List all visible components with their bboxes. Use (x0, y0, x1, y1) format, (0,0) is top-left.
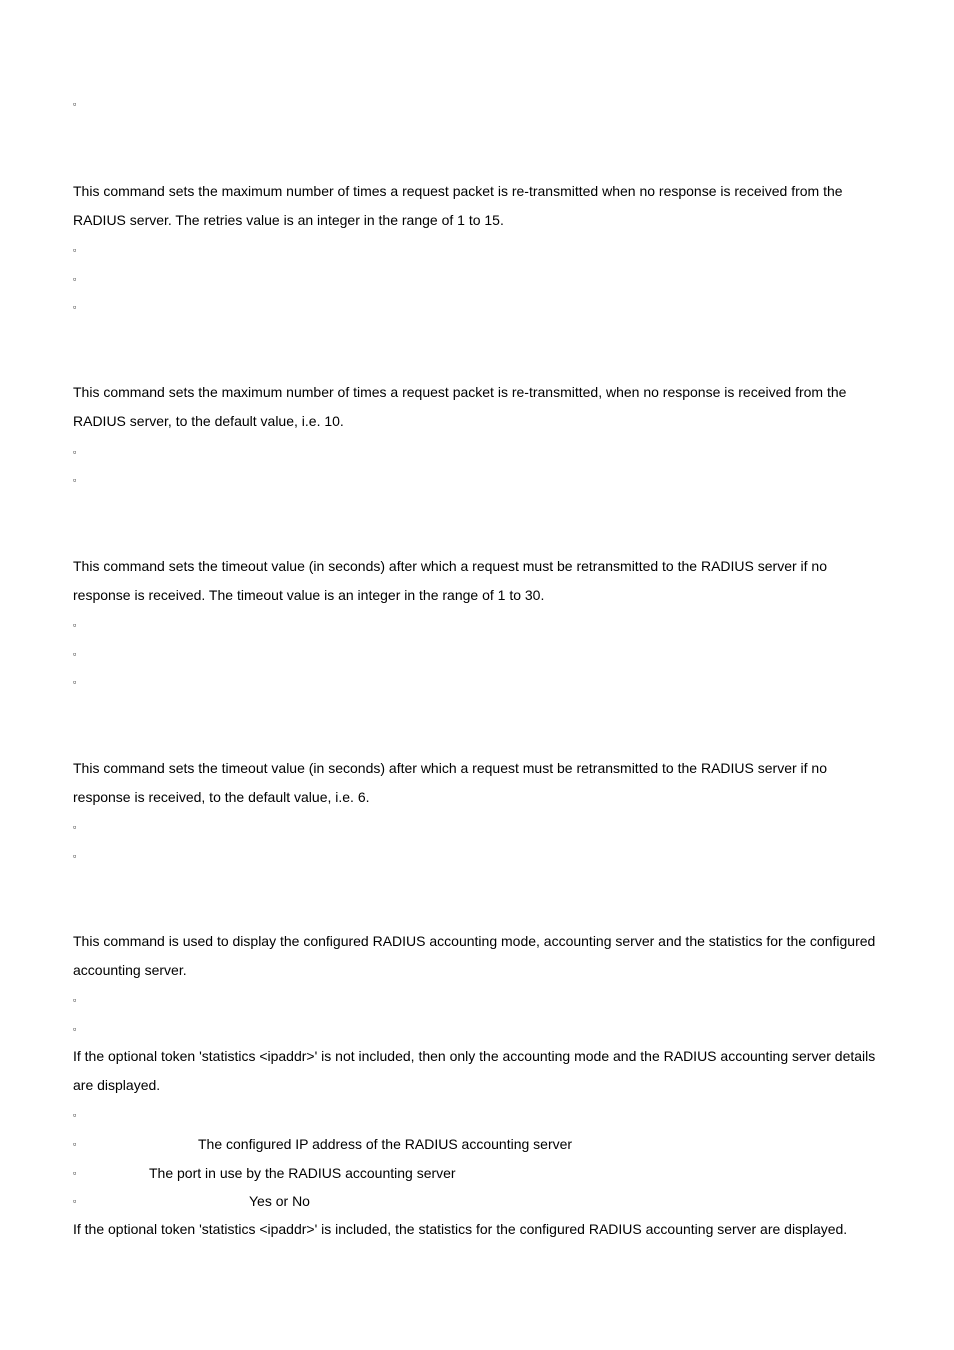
output-field-port (73, 1163, 878, 1183)
list-item (73, 1019, 878, 1039)
output-field-ip-address (73, 1134, 878, 1154)
bullet-icon: ▫ (73, 1196, 77, 1206)
list-item (73, 1105, 878, 1125)
retries-description: This command sets the maximum number of times a request packet is re-transmitted when no response is received from the RADIUS server. The retries value is an integer in the range of 1 to 15. (73, 183, 843, 228)
bullet-icon: ▫ (73, 822, 77, 832)
statistics-not-included-note: If the optional token 'statistics <ipaddr>' is not included, then only the accounting mode and the RADIUS accounting server details are displayed. (73, 1048, 876, 1093)
bullet-icon: ▫ (73, 475, 77, 485)
bullet-icon: ▫ (73, 1139, 77, 1149)
statistics-included-note: If the optional token 'statistics <ipaddr>' is included, the statistics for the configured RADIUS accounting server are displayed. (73, 1221, 848, 1237)
bullet-icon: ▫ (73, 302, 77, 312)
list-item (73, 990, 878, 1010)
bullet-icon: ▫ (73, 1110, 77, 1120)
bullet-icon: ▫ (73, 99, 77, 109)
bullet-icon: ▫ (73, 851, 77, 861)
list-item (73, 817, 878, 837)
bullet-icon: ▫ (73, 447, 77, 457)
bullet-icon: ▫ (73, 1024, 77, 1034)
list-item (73, 644, 878, 664)
bullet-icon: ▫ (73, 649, 77, 659)
timeout-description: This command sets the timeout value (in seconds) after which a request must be retransmitted to the RADIUS server if no response is received. The timeout value is an integer in the range of 1 to 30. (73, 558, 827, 603)
show-accounting-description: This command is used to display the configured RADIUS accounting mode, accounting server and the statistics for the configured accounting server. (73, 933, 876, 978)
no-timeout-description: This command sets the timeout value (in seconds) after which a request must be retransmitted to the RADIUS server if no response is received, to the default value, i.e. 6. (73, 760, 827, 805)
list-item (73, 269, 878, 289)
list-item (73, 94, 878, 114)
output-field-yes-no (73, 1191, 878, 1211)
list-item (73, 442, 878, 462)
bullet-icon: ▫ (73, 677, 77, 687)
list-item (73, 672, 878, 692)
list-item (73, 297, 878, 317)
list-item (73, 615, 878, 635)
list-item (73, 846, 878, 866)
bullet-icon: ▫ (73, 620, 77, 630)
list-item (73, 470, 878, 490)
port-description: The port in use by the RADIUS accounting server (149, 1165, 456, 1181)
list-item (73, 240, 878, 260)
bullet-icon: ▫ (73, 995, 77, 1005)
ip-address-description: The configured IP address of the RADIUS accounting server (198, 1136, 573, 1152)
bullet-icon: ▫ (73, 245, 77, 255)
bullet-icon: ▫ (73, 1168, 77, 1178)
bullet-icon: ▫ (73, 274, 77, 284)
no-retries-description: This command sets the maximum number of times a request packet is re-transmitted, when no response is received from the RADIUS server, to the default value, i.e. 10. (73, 384, 847, 429)
yes-no-description: Yes or No (249, 1193, 310, 1209)
